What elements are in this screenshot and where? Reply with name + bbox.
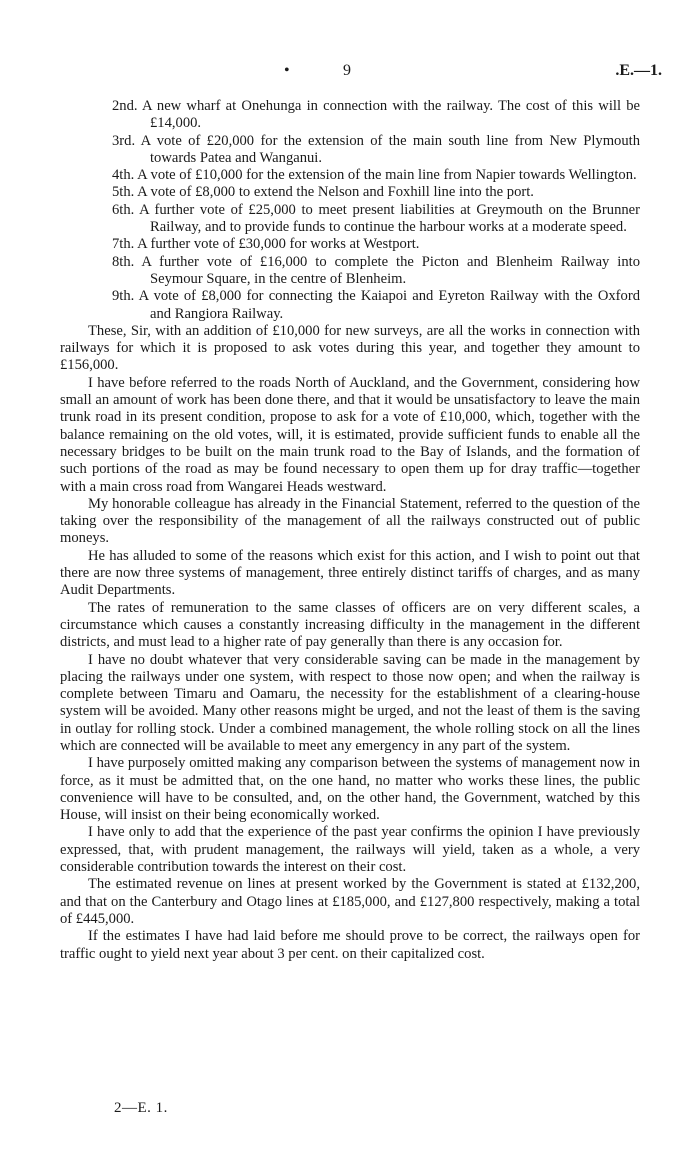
list-item: 7th. A further vote of £30,000 for works at Westport. bbox=[112, 236, 420, 253]
paragraph: I have no doubt whatever that very considerable saving can be made in the management by placing the railways under one system, with respect to those now open; and when the railway is complete between Timaru and Oamaru, the necessity for the establishment of a clearing-house system will be avoided. Many other reasons might be urged, and not the least of them is the saving in outlay for rolling stock. Under a combined management, the whole rolling stock on all the lines which are connected will be available to meet any emergency in any part of the system. bbox=[60, 651, 640, 754]
paragraph: He has alluded to some of the reasons which exist for this action, and I wish to point out that there are now three systems of management, three entirely distinct tariffs of charges, and as many Audit Departments. bbox=[60, 547, 640, 599]
page-header bbox=[0, 62, 700, 82]
paragraph: The estimated revenue on lines at present worked by the Government is stated at £132,200, and that on the Canterbury and Otago lines at £185,000, and £127,800 respectively, making a total of £445,000. bbox=[60, 876, 640, 927]
list-item: 2nd. A new wharf at Onehunga in connection with the railway. The cost of this will be £14,000. bbox=[112, 98, 640, 132]
paragraph: I have before referred to the roads North of Auckland, and the Government, considering how small an amount of work has been done there, and that it would be unsatisfactory to leave the main trunk road in its present condition, propose to ask for a vote of £10,000, which, together with the balance remaining on the old votes, will, it is estimated, provide sufficient funds to enable all the necessary bridges to be built on the main trunk road to the Bay of Islands, and the formation of such portions of the road as may be found necessary to open them up for dray traffic—together with a main cross road from Wangarei Heads westward. bbox=[60, 374, 640, 495]
paragraph: I have purposely omitted making any comparison between the systems of management now in force, as it must be admitted that, on the one hand, no matter who works these lines, the public convenience will have to be consulted, and, on the other hand, the Government, watched by this House, will insist on their being economically worked. bbox=[60, 755, 640, 824]
document-reference: .E.—1. bbox=[615, 62, 662, 79]
paragraph: The rates of remuneration to the same classes of officers are on very different scales, a circumstance which causes a constantly increasing difficulty in the management in the different districts, and must lead to a higher rate of pay generally than there is any occasion for. bbox=[60, 599, 640, 651]
list-item: 8th. A further vote of £16,000 to complete the Picton and Blenheim Railway into Seymour Square, in the centre of Blenheim. bbox=[112, 253, 640, 287]
header-dot: • bbox=[284, 62, 290, 79]
list-item: 6th. A further vote of £25,000 to meet present liabilities at Greymouth on the Brunner Railway, and to provide funds to continue the harbour works at a moderate speed. bbox=[112, 201, 640, 236]
list-item: 9th. A vote of £8,000 for connecting the Kaiapoi and Eyreton Railway with the Oxford and Rangiora Railway. bbox=[112, 288, 640, 322]
signature-mark: 2—E. 1. bbox=[114, 1100, 168, 1116]
paragraph: If the estimates I have had laid before me should prove to be correct, the railways open for traffic ought to yield next year about 3 per cent. on their capitalized cost. bbox=[60, 928, 640, 962]
paragraph: These, Sir, with an addition of £10,000 for new surveys, are all the works in connection with railways for which it is proposed to ask votes during this year, and together they amount to £156,000. bbox=[60, 322, 640, 374]
list-item: 4th. A vote of £10,000 for the extension of the main line from Napier towards Wellington. bbox=[112, 167, 637, 184]
page-number: 9 bbox=[343, 62, 351, 79]
list-item: 5th. A vote of £8,000 to extend the Nelson and Foxhill line into the port. bbox=[112, 184, 534, 201]
paragraph: I have only to add that the experience of the past year confirms the opinion I have previously expressed, that, with prudent management, the railways will yield, taken as a whole, a very considerable contribution towards the interest on their cost. bbox=[60, 824, 640, 876]
paragraph: My honorable colleague has already in the Financial Statement, referred to the question of the taking over the responsibility of the management of all the railways constructed out of public moneys. bbox=[60, 495, 640, 547]
list-item: 3rd. A vote of £20,000 for the extension of the main south line from New Plymouth towards Patea and Wanganui. bbox=[112, 132, 640, 166]
document-body bbox=[60, 98, 640, 963]
